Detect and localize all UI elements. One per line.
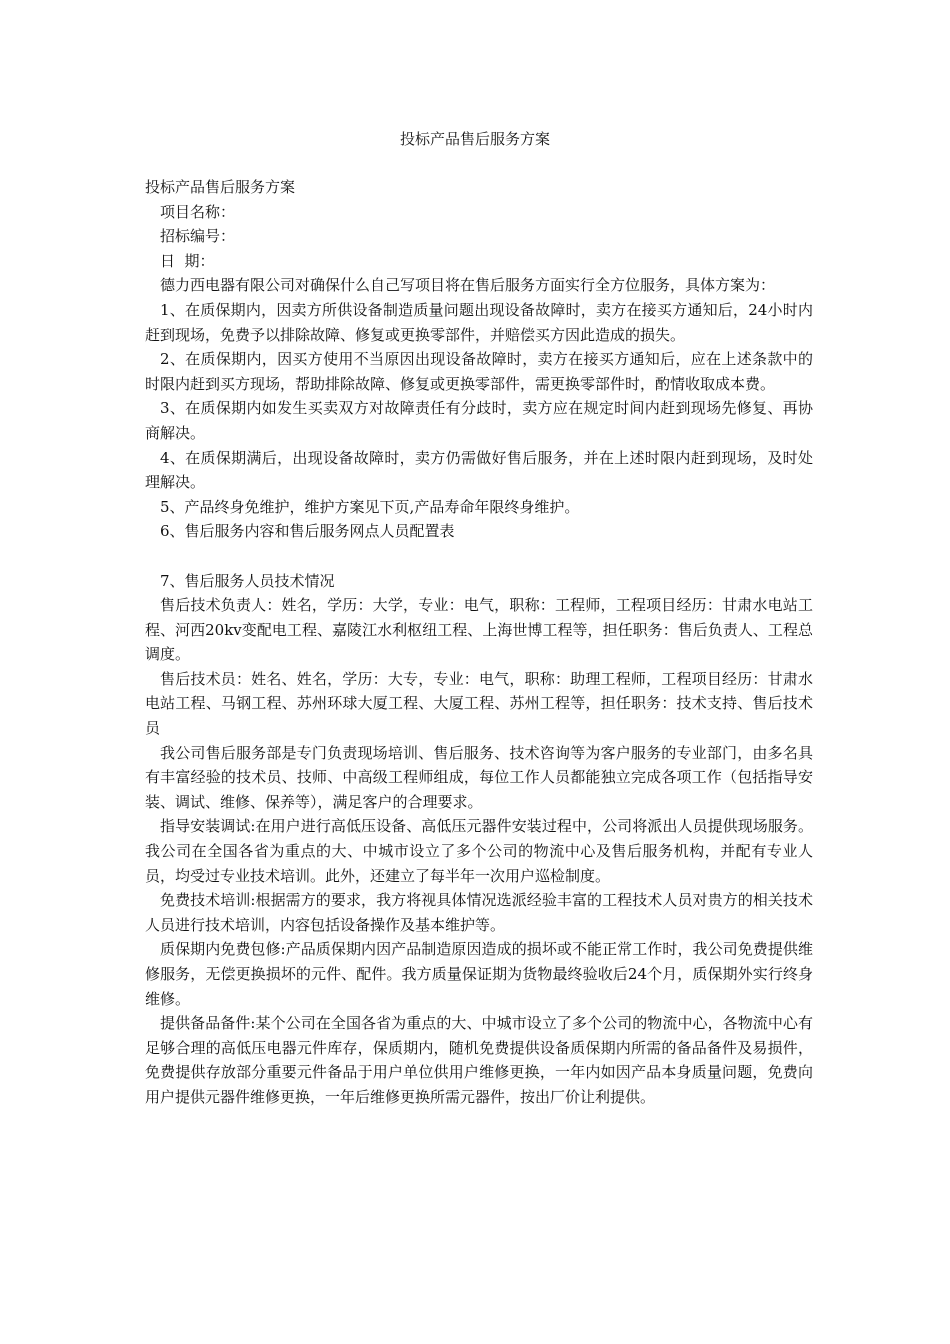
service-item-7: 7、售后服务人员技术情况: [160, 571, 335, 590]
service-dept-paragraph: 我公司售后服务部是专门负责现场培训、售后服务、技术咨询等为客户服务的专业部门，由多名具有丰富经验的技术员、技师、中高级工程师组成，每位工作人员都能独立完成各项工作（包括指导安装、调试、维修、保养等），满足客户的合理要求。: [145, 743, 813, 811]
free-training-paragraph: 免费技术培训:根据需方的要求，我方将视具体情况选派经验丰富的工程技术人员对贵方的相关技术人员进行技术培训，内容包括设备操作及基本维护等。: [145, 891, 813, 934]
service-item-5: 5、产品终身免维护，维护方案见下页,产品寿命年限终身维护。: [160, 497, 580, 516]
service-item-4: 4、在质保期满后，出现设备故障时，卖方仍需做好售后服务，并在上述时限内赶到现场，及时处理解决。: [145, 448, 813, 492]
document-body: [145, 175, 813, 1110]
blank-line: [145, 544, 813, 569]
service-item-2: 2、在质保期内，因买方使用不当原因出现设备故障时，卖方在接买方通知后，应在上述条款中的时限内赶到买方现场，帮助排除故障、修复或更换零部件，需更换零部件时，酌情收取成本费。: [145, 350, 813, 393]
project-name-field: 项目名称：: [160, 202, 236, 221]
document-heading: 投标产品售后服务方案: [145, 178, 296, 196]
tech-lead-paragraph: 售后技术负责人：姓名，学历：大学，专业：电气，职称：工程师，工程项目经历：甘肃水电站工程、河西20kv变配电工程、嘉陵江水利枢纽工程、上海世博工程等，担任职务：售后负责人、工程总调度。: [145, 596, 813, 664]
warranty-repair-paragraph: 质保期内免费包修:产品质保期内因产品制造原因造成的损坏或不能正常工作时，我公司免费提供维修服务，无偿更换损坏的元件、配件。我方质量保证期为货物最终验收后24个月，质保期外实行终身维修。: [145, 940, 813, 1008]
tender-number-field: 招标编号：: [160, 227, 236, 246]
date-field: 日 期：: [160, 251, 215, 270]
service-item-1: 1、在质保期内，因卖方所供设备制造质量问题出现设备故障时，卖方在接买方通知后，24小时内赶到现场，免费予以排除故障、修复或更换零部件，并赔偿买方因此造成的损失。: [145, 300, 813, 344]
intro-paragraph: 德力西电器有限公司对确保什么自己写项目将在售后服务方面实行全方位服务，具体方案为：: [160, 276, 776, 295]
spare-parts-paragraph: 提供备品备件:某个公司在全国各省为重点的大、中城市设立了多个公司的物流中心，各物流中心有足够合理的高低压电器元件库存，保质期内，随机免费提供设备质保期内所需的备品备件及易损件，免费提供存放部分重要元件备品于用户单位供用户维修更换，一年内如因产品本身质量问题，免费向用户提供元器件维修更换，一年后维修更换所需元器件，按出厂价让利提供。: [145, 1014, 813, 1106]
service-item-3: 3、在质保期内如发生买卖双方对故障责任有分歧时，卖方应在规定时间内赶到现场先修复、再协商解决。: [145, 399, 813, 442]
tech-staff-paragraph: 售后技术员：姓名、姓名，学历：大专，专业：电气，职称：助理工程师，工程项目经历：甘肃水电站工程、马钢工程、苏州环球大厦工程、大厦工程、苏州工程等，担任职务：技术支持、售后技术员: [145, 669, 813, 738]
page-title: 投标产品售后服务方案: [399, 130, 550, 148]
service-item-6: 6、售后服务内容和售后服务网点人员配置表: [160, 522, 455, 541]
install-guidance-paragraph: 指导安装调试:在用户进行高低压设备、高低压元器件安装过程中，公司将派出人员提供现场服务。我公司在全国各省为重点的大、中城市设立了多个公司的物流中心及售后服务机构，并配有专业人员，均受过专业技术培训。此外，还建立了每半年一次用户巡检制度。: [145, 817, 813, 885]
